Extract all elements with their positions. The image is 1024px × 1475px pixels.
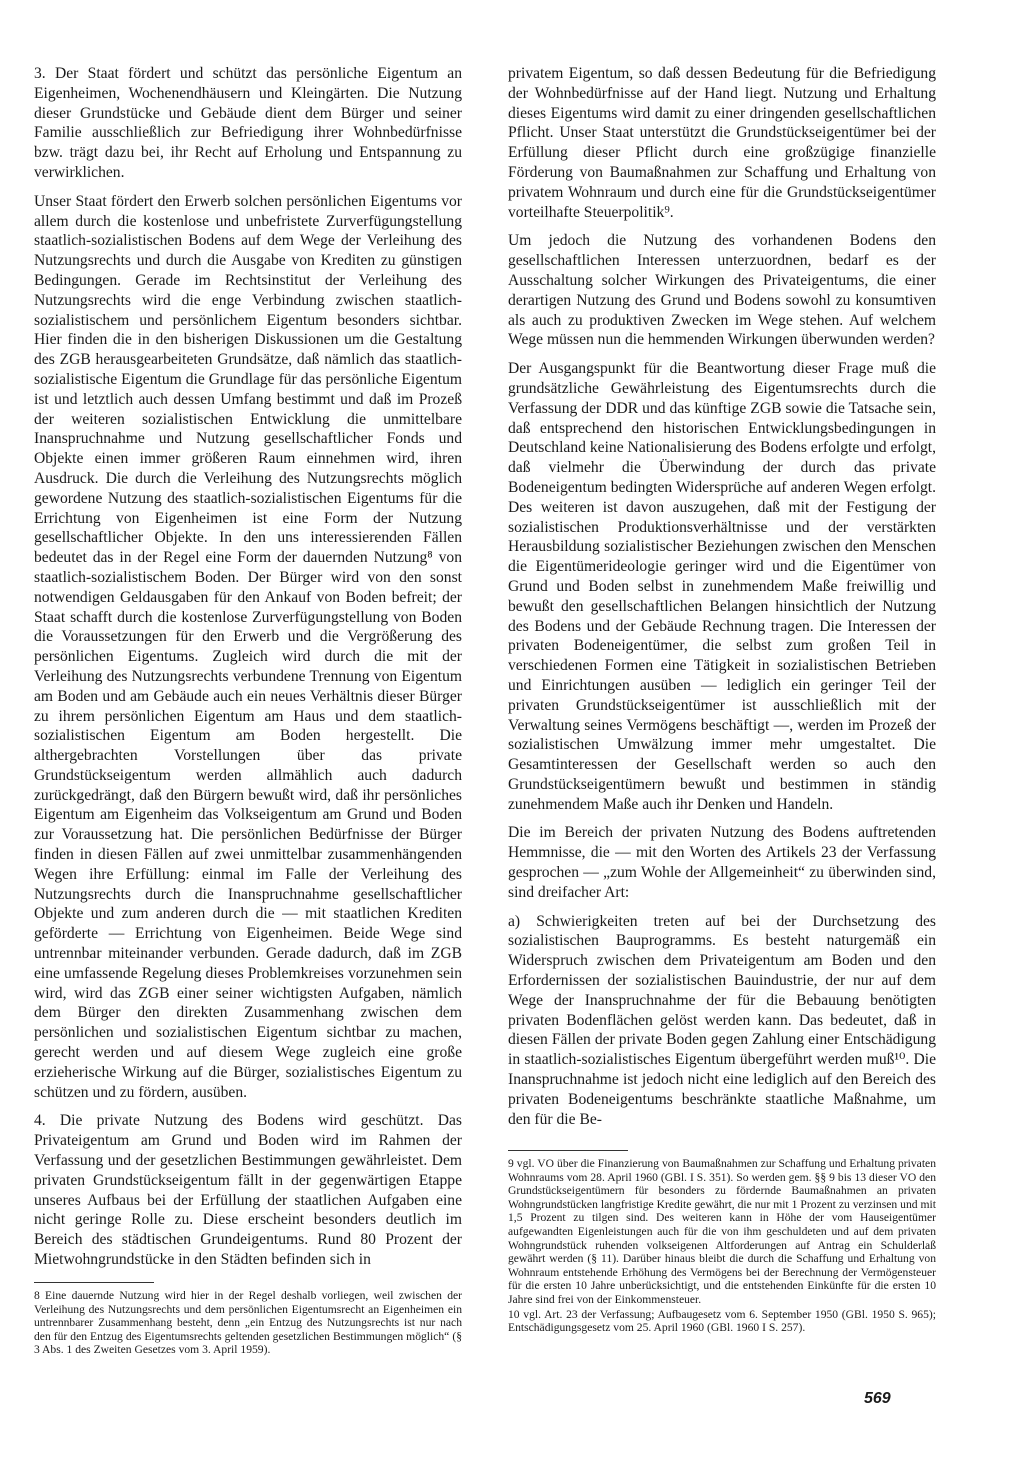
- footnotes-left: [34, 1272, 462, 1358]
- footnote-divider: [34, 1282, 154, 1283]
- left-column: [34, 64, 462, 1279]
- footnote: 9 vgl. VO über die Finanzierung von Baumaßnahmen zur Schaffung und Erhaltung privaten Wohnraums vom 28. April 1960 (GBl. I S. 351). So werden gem. §§ 9 bis 13 dieser VO den Grundstückseigentümern für besonders zu fördernde Baumaßnahmen an privaten Wohngrundstücken langfristige Kredite gewährt, die nur mit 1 Prozent zu verzinsen und mit 1,5 Prozent zu tilgen sind. Des weiteren kann in Höhe der vom Hauseigentümer aufgewandten Eigenleistungen auch für die von ihm geschuldeten und auf dem privaten Wohngrundstück ruhenden volkseigenen Altforderungen auf Antrag ein Schulderlaß gewährt werden (§ 11). Darüber hinaus bleibt die durch die Schaffung und Erhaltung von Wohnraum entstehende Erhöhung des Vermögens bei der Berechnung der Vermögensteuer für die ersten 10 Jahre unberücksichtigt, und die entstehenden Einkünfte für die ersten 10 Jahre sind frei von der Einkommensteuer.: [508, 1157, 936, 1306]
- footnotes-right: [508, 1140, 936, 1336]
- paragraph: Der Ausgangspunkt für die Beantwortung dieser Frage muß die grundsätzliche Gewährleistung des Eigentumsrechts durch die Verfassung der DDR und das künftige ZGB sowie die Tatsache sein, daß entsprechend den historischen Entwicklungsbedingungen in Deutschland keine Nationalisierung des Bodens erfolgte und erfolgt, daß vielmehr die Überwindung der durch das private Bodeneigentum bedingten Widersprüche auf anderen Wegen erfolgt. Des weiteren ist davon auszugehen, daß mit der Festigung der sozialistischen Produktionsverhältnisse und der verstärkten Herausbildung sozialistischer Beziehungen zwischen den Menschen die Eigentümerideologie geringer wird und die Eigentümer von Grund und Boden selbst in zunehmendem Maße freiwillig und bewußt den gesellschaftlichen Belangen hinsichtlich der Nutzung des Bodens und der Gebäude Rechnung tragen. Die Interessen der privaten Bodeneigentümer, die selbst zum großen Teil in verschiedenen Formen eine Tätigkeit in sozialistischen Betrieben und Einrichtungen ausüben — lediglich ein geringer Teil der privaten Grundstückseigentümer ist ausschließlich mit der Verwaltung seines Vermögens beschäftigt —, werden im Prozeß der sozialistischen Umwälzung immer mehr umgestaltet. Die Gesamtinteressen der Gesellschaft werden so auch den Grundstückseigentümern bewußt und bestimmen in ständig zunehmendem Maße auch ihr Denken und Handeln.: [508, 360, 936, 813]
- paragraph: 4. Die private Nutzung des Bodens wird geschützt. Das Privateigentum am Grund und Boden wird im Rahmen der Verfassung und der gesetzlichen Bestimmungen gewährleistet. Dem privaten Grundstückseigentum fällt in der gegenwärtigen Etappe unseres Aufbaus bei der Erfüllung der staatlichen Aufgaben eine nicht geringe Rolle zu. Diese erscheint besonders deutlich im Bereich des städtischen Grundeigentums. Rund 80 Prozent der Mietwohngrundstücke in den Städten befinden sich in: [34, 1112, 462, 1269]
- footnote-divider: [508, 1150, 628, 1151]
- paragraph: 3. Der Staat fördert und schützt das persönliche Eigentum an Eigenheimen, Wochenendhäusern und Kleingärten. Die Nutzung dieser Grundstücke und Gebäude dient dem Bürger und seiner Familie ausschließlich zur Befriedigung ihrer Wohnbedürfnisse bzw. trägt dazu bei, ihr Recht auf Erholung und Entspannung zu verwirklichen.: [34, 65, 462, 181]
- paragraph: Die im Bereich der privaten Nutzung des Bodens auftretenden Hemmnisse, die — mit den Worten des Artikels 23 der Verfassung gesprochen — „zum Wohle der Allgemeinheit“ zu überwinden sind, sind dreifacher Art:: [508, 824, 936, 901]
- right-column: [508, 64, 936, 1138]
- page-number: 569: [864, 1390, 891, 1407]
- paragraph: a) Schwierigkeiten treten auf bei der Durchsetzung des sozialistischen Bauprogramms. Es besteht naturgemäß ein Widerspruch zwischen dem Privateigentum am Boden und den Erfordernissen der sozialistischen Bauindustrie, der nur auf dem Wege der Inanspruchnahme der für die Bebauung benötigten privaten Bodenflächen gelöst werden kann. Das bedeutet, daß in diesen Fällen der private Boden gegen Zahlung einer Entschädigung in staatlich-sozialistisches Eigentum übergeführt werden muß¹⁰. Die Inanspruchnahme ist jedoch nicht eine lediglich auf den Bereich des privaten Bodeneigentums beschränkte staatliche Maßnahme, um den für die Be-: [508, 912, 936, 1128]
- paragraph: privatem Eigentum, so daß dessen Bedeutung für die Befriedigung der Wohnbedürfnisse auf der Hand liegt. Nutzung und Erhaltung dieses Eigentums wird damit zu einer dringenden gesellschaftlichen Pflicht. Unser Staat unterstützt die Grundstückseigentümer bei der Erfüllung dieser Pflicht durch eine großzügige finanzielle Förderung von Baumaßnahmen zur Schaffung und Erhaltung von privatem Wohnraum und durch eine für die Grundstückseigentümer vorteilhafte Steuerpolitik⁹.: [508, 65, 936, 221]
- footnote: 8 Eine dauernde Nutzung wird hier in der Regel deshalb vorliegen, weil zwischen der Verleihung des Nutzungsrechts und dem persönlichen Eigentumsrecht an Eigenheimen ein untrennbarer Zusammenhang besteht, denn „ein Entzug des Nutzungsrechts ist nur nach den für den Entzug des Eigentumsrechts geltenden gesetzlichen Bestimmungen möglich“ (§ 3 Abs. 1 des Zweiten Gesetzes vom 3. April 1959).: [34, 1289, 462, 1357]
- footnote: 10 vgl. Art. 23 der Verfassung; Aufbaugesetz vom 6. September 1950 (GBl. 1950 S. 965); Entschädigungsgesetz vom 25. April 1960 (GBl. 1960 I S. 257).: [508, 1307, 936, 1335]
- paragraph: Um jedoch die Nutzung des vorhandenen Bodens den gesellschaftlichen Interessen unterzuordnen, bedarf es der Ausschaltung solcher Wirkungen des Privateigentums, die einer derartigen Nutzung des Grund und Bodens sowohl zu konsumtiven als auch zu produktiven Zwecken im Wege stehen. Auf welchem Wege müssen nun die hemmenden Wirkungen überwunden werden?: [508, 232, 936, 349]
- paragraph: Unser Staat fördert den Erwerb solchen persönlichen Eigentums vor allem durch die kostenlose und unbefristete Zurverfügungstellung staatlich-sozialistischen Bodens auf dem Wege der Verleihung des Nutzungsrechts und durch die Ausgabe von Krediten zu günstigen Bedingungen. Gerade im Rechtsinstitut der Verleihung des Nutzungsrechts wird die enge Verbindung zwischen staatlich-sozialistischem und persönlichem Eigentum besonders sichtbar. Hier finden die in den bisherigen Diskussionen um die Gestaltung des ZGB herausgearbeiteten Grundsätze, daß nämlich das staatlich-sozialistische Eigentum die Grundlage für das persönliche Eigentum ist und letztlich auch dessen Umfang bestimmt und daß im Prozeß der weiteren sozialistischen Entwicklung die unmittelbare Inanspruchnahme und Nutzung gesellschaftlicher Fonds und Objekte einen immer größeren Raum einnehmen wird, ihren Ausdruck. Die durch die Verleihung des Nutzungsrechts möglich gewordene Nutzung des staatlich-sozialistischen Eigentums für die Errichtung von Eigenheimen ist eine Form der Nutzung gesellschaftlicher Objekte. In den uns interessierenden Fällen bedeutet das in der Regel eine Form der dauernden Nutzung⁸ von staatlich-sozialistischem Boden. Der Bürger wird von den sonst notwendigen Geldausgaben für den Ankauf von Boden befreit; der Staat schafft durch die kostenlose Zurverfügungstellung von Boden die Voraussetzungen für den Erwerb und die Vergrößerung des persönlichen Eigentums. Zugleich wird durch die mit der Verleihung des Nutzungsrechts verbundene Trennung von Eigentum am Boden und am Gebäude auch ein neues Verhältnis dieser Bürger zu ihrem persönlichen Eigentum am Haus und dem staatlich-sozialistischen Eigentum am Boden hergestellt. Die althergebrachten Vorstellungen über das private Grundstückseigentum werden allmählich auch dadurch zurückgedrängt, daß den Bürgern bewußt wird, daß ihr persönliches Eigentum am Eigenheim das Volkseigentum am Grund und Boden zur Voraussetzung hat. Die persönlichen Bedürfnisse der Bürger finden in diesen Fällen auf zwei unmittelbar zusammenhängenden Wegen ihre Erfüllung: einmal im Falle der Verleihung des Nutzungsrechts durch die Inanspruchnahme gesellschaftlicher Objekte und zum anderen durch die — mit staatlichen Krediten geförderte — Errichtung von Eigenheimen. Beide Wege sind untrennbar miteinander verbunden. Gerade dadurch, daß im ZGB eine umfassende Regelung dieses Problemkreises vorzunehmen sein wird, wird das ZGB einer seiner wichtigsten Aufgaben, nämlich dem Bürger den direkten Zusammenhang zwischen dem persönlichen und sozialistischen Eigentum sichtbar zu machen, gerecht werden und auf diesem Wege zugleich eine große erzieherische Wirkung auf die Bürger, sozialistisches Eigentum zu schützen und zu fördern, ausüben.: [34, 192, 462, 1101]
